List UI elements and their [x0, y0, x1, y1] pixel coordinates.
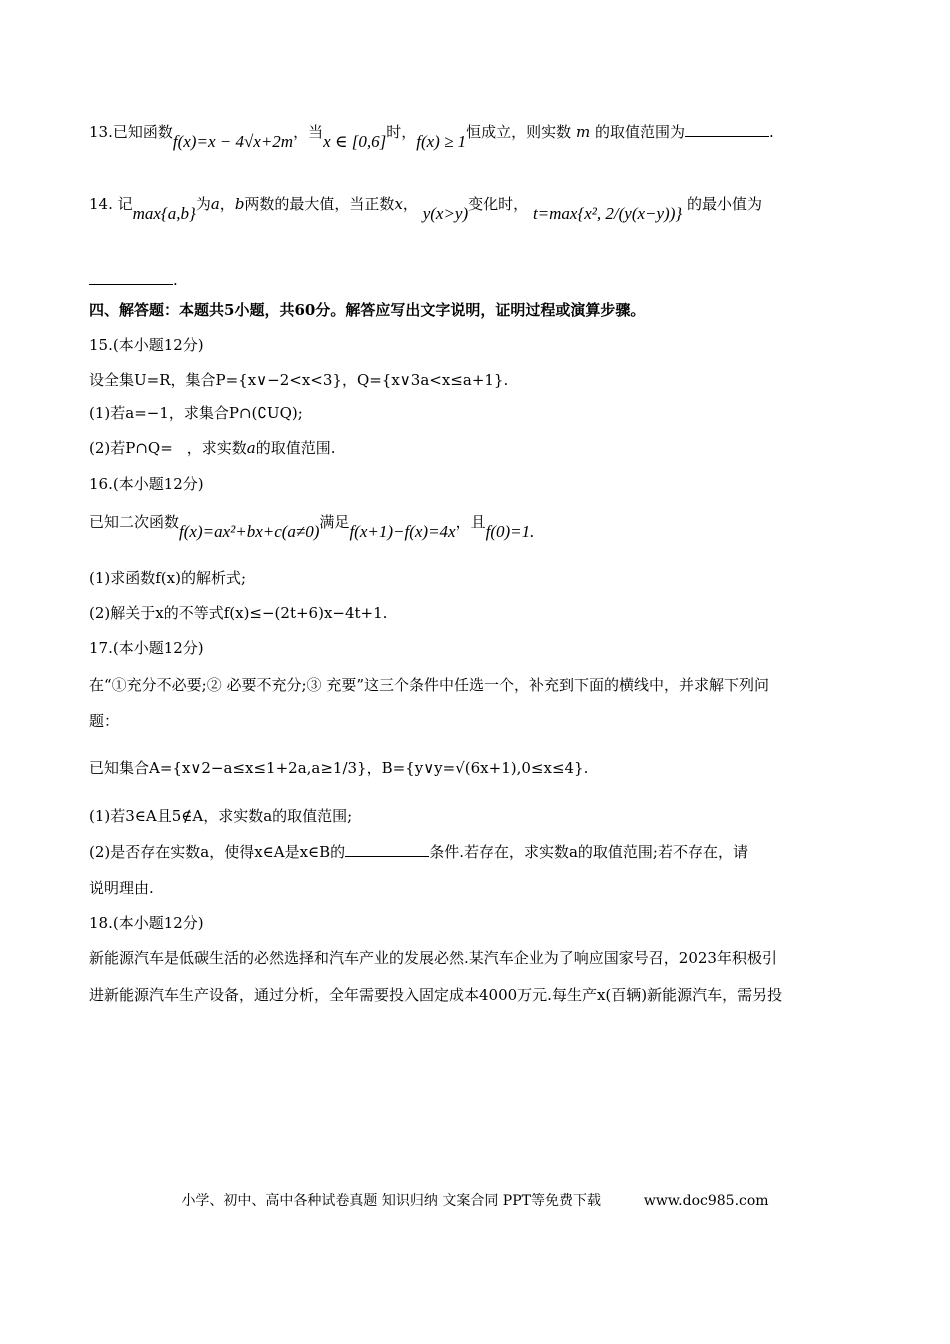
q14-text-7: 的最小值为 [686, 195, 762, 213]
q15-line-1: 设全集U=R，集合P={x∨−2<x<3}，Q={x∨3a<x≤a+1}. [89, 371, 509, 389]
q14-var-x: x [394, 195, 403, 213]
q14-var-b: b [234, 195, 245, 213]
q14-text-1: 记 [117, 195, 133, 213]
q16-function: f(x)=ax²+bx+c(a≠0) [179, 522, 320, 541]
q17-line-5 [89, 840, 860, 864]
q14-y-cond: y(x>y) [422, 204, 469, 223]
q14-end: . [173, 271, 178, 289]
q13-condition: f(x) ≥ 1 [416, 132, 467, 151]
q13-text-5: 的取值范围为 [594, 123, 685, 141]
q17-line-6: 说明理由. [89, 879, 154, 897]
q13-number: 13. [89, 123, 113, 141]
q15-heading: 15.(本小题12分) [89, 336, 204, 354]
q13-text-2: ，当 [293, 123, 324, 141]
footer-url[interactable]: www.doc985.com [643, 1193, 769, 1209]
q17-line-3: 已知集合A={x∨2−a≤x≤1+2a,a≥1/3}，B={y∨y=√(6x+1),0≤x≤4}. [89, 759, 589, 777]
q16-line-3: (2)解关于x的不等式f(x)≤−(2t+6)x−4t+1. [89, 604, 388, 622]
section-4-heading: 四、解答题：本题共5小题，共60分。解答应写出文字说明，证明过程或演算步骤。 [89, 301, 646, 319]
q14-answer-blank [89, 270, 173, 285]
q17-line-5a: (2)是否存在实数a，使得x∈A是x∈B的 [89, 843, 346, 861]
q16-line-1a: 已知二次函数 [89, 513, 180, 531]
q15-line-3a: (2)若P∩Q= [89, 439, 173, 457]
q14-answer-line [89, 268, 860, 292]
q17-line-4: (1)若3∈A且5∉A，求实数a的取值范围; [89, 807, 353, 825]
q13-answer-blank [685, 122, 769, 137]
q14-number: 14. [89, 195, 113, 213]
q14-text-6: 变化时， [468, 195, 529, 213]
q13-text-3: 时， [386, 123, 417, 141]
q18-line-1: 新能源汽车是低碳生活的必然选择和汽车产业的发展必然.某汽车企业为了响应国家号召，2023年积极引 [89, 949, 777, 967]
question-13 [89, 120, 860, 151]
q14-t-expr: t=max{x², 2/(y(x−y))} [532, 204, 683, 223]
q17-answer-blank [345, 842, 429, 857]
q16-line-1 [89, 510, 860, 541]
q13-domain: x ∈ [0,6] [323, 132, 387, 151]
q16-line-1c: ，且 [455, 513, 486, 531]
q16-line-2: (1)求函数f(x)的解析式; [89, 569, 247, 587]
q15-line-3c: 的取值范围. [255, 439, 336, 457]
q15-var-a: a [246, 439, 256, 457]
q13-var-m: m [575, 123, 591, 141]
q14-text-4: 两数的最大值，当正数 [244, 195, 395, 213]
q18-heading: 18.(本小题12分) [89, 914, 204, 932]
q16-initial: f(0)=1. [485, 522, 535, 541]
q16-heading: 16.(本小题12分) [89, 475, 204, 493]
q17-line-1: 在“①充分不必要;② 必要不充分;③ 充要”这三个条件中任选一个，补充到下面的横线中，并求解下列问 [89, 676, 769, 694]
q13-function: f(x)=x − 4√x+2m [172, 132, 294, 151]
q15-line-3 [89, 436, 860, 460]
q18-line-2: 进新能源汽车生产设备，通过分析，全年需要投入固定成本4000万元.每生产x(百辆)新能源汽车，需另投 [89, 986, 783, 1004]
q13-text-1: 已知函数 [112, 123, 173, 141]
page-footer [0, 1190, 950, 1210]
q14-text-3: ， [219, 195, 235, 213]
q16-line-1b: 满足 [319, 513, 350, 531]
q14-var-a: a [210, 195, 220, 213]
q17-heading: 17.(本小题12分) [89, 639, 204, 657]
q16-condition: f(x+1)−f(x)=4x [349, 522, 456, 541]
q15-line-2: (1)若a=−1，求集合P∩(∁UQ); [89, 404, 303, 422]
q13-text-4: 恒成立，则实数 [466, 123, 572, 141]
q17-line-2: 题： [89, 712, 120, 730]
q13-end: . [769, 123, 774, 141]
q14-text-2: 为 [195, 195, 211, 213]
q14-max-def: max{a,b} [132, 204, 196, 223]
q15-line-3b: ，求实数 [186, 439, 247, 457]
q17-line-5b: 条件.若存在，求实数a的取值范围;若不存在，请 [429, 843, 748, 861]
q14-text-5: ， [402, 195, 418, 213]
footer-text: 小学、初中、高中各种试卷真题 知识归纳 文案合同 PPT等免费下载 [181, 1193, 601, 1209]
question-14 [89, 192, 860, 223]
